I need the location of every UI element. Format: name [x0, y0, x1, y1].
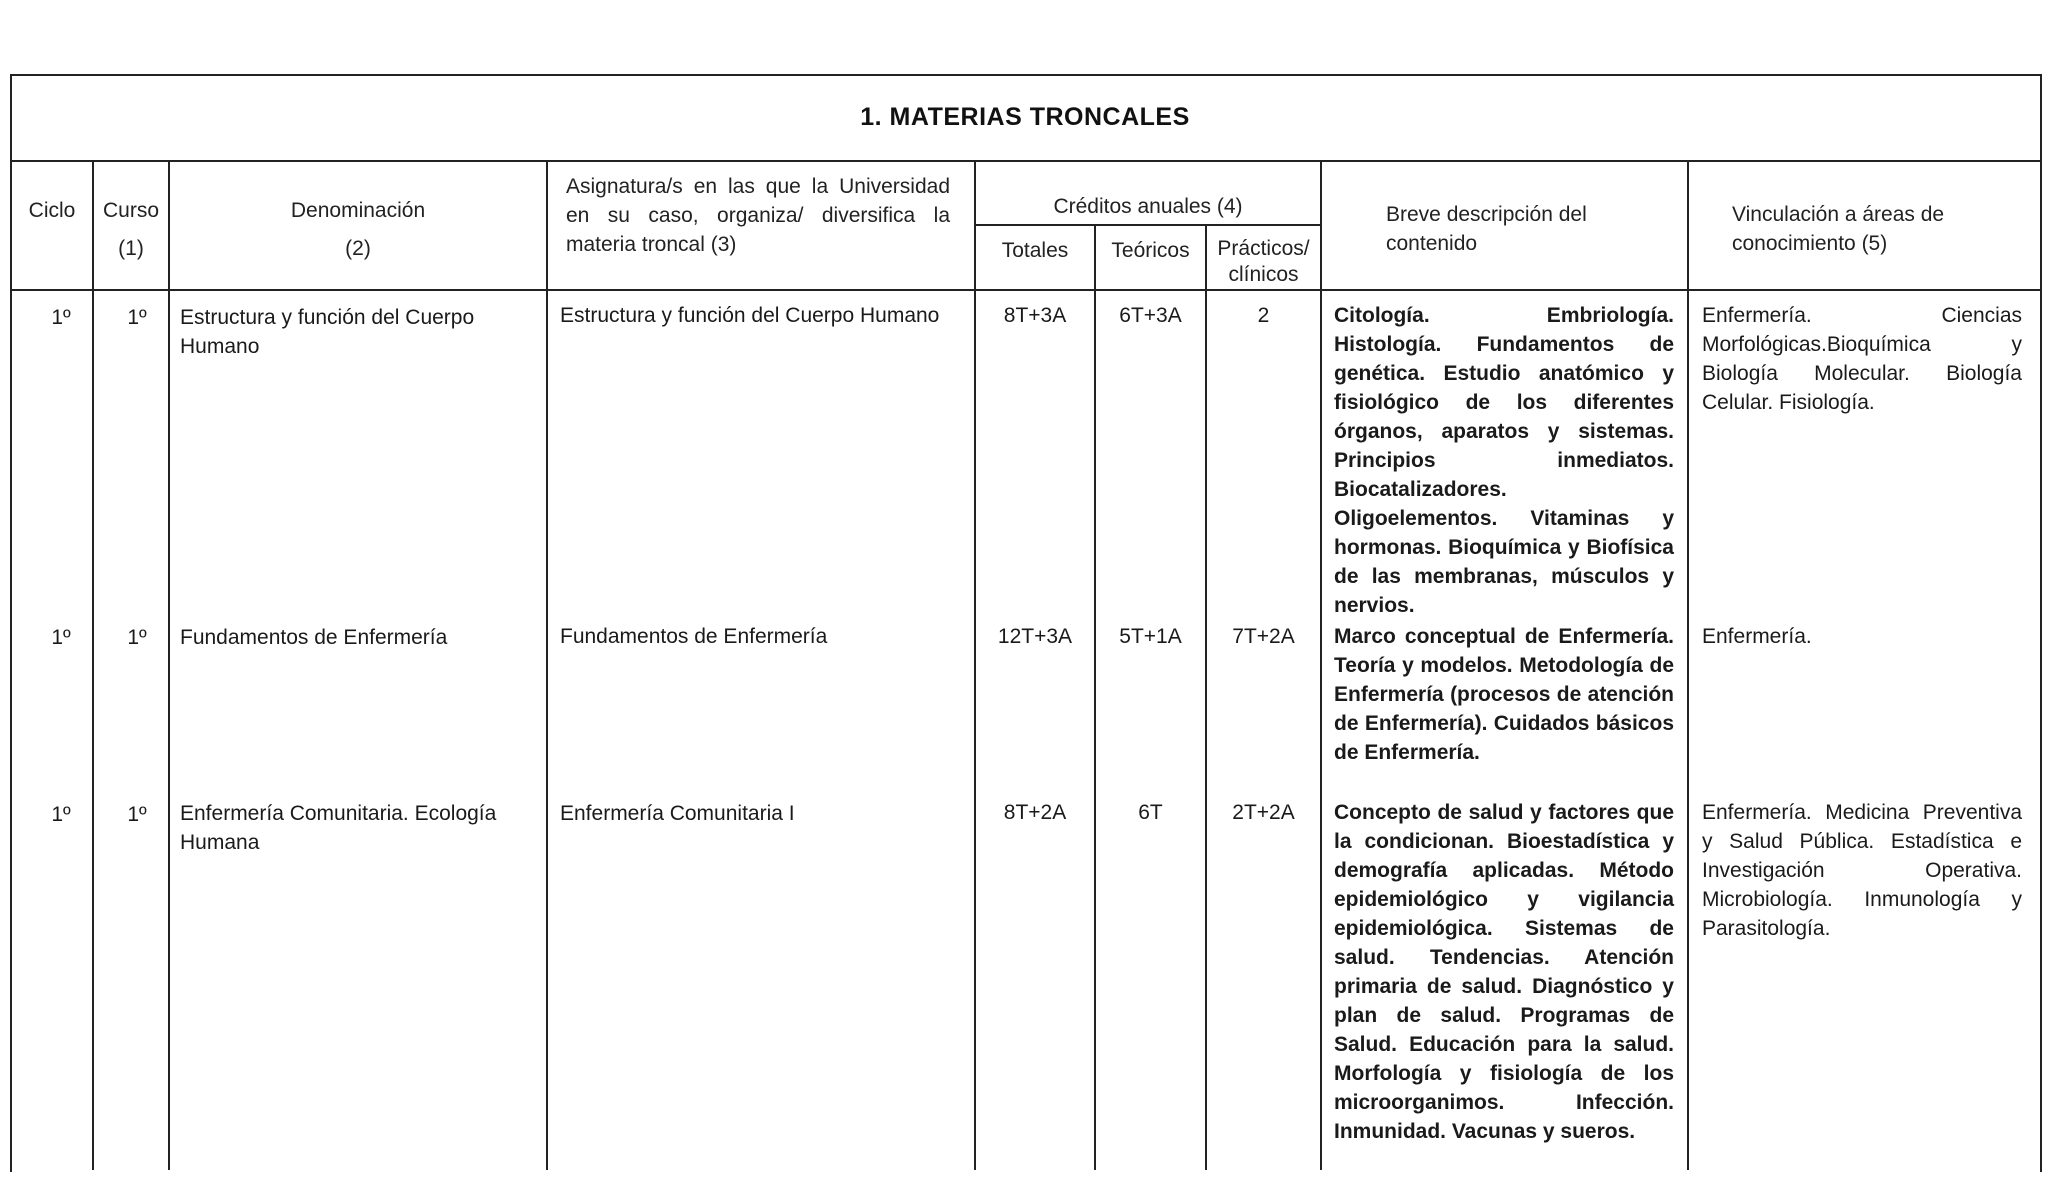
column-divider [1687, 160, 1689, 1170]
row2-totales: 12T+3A [997, 625, 1073, 648]
column-divider [1205, 224, 1207, 1170]
row3-descripcion: Concepto de salud y factores que la condicionan. Bioestadística y demografía aplicadas. Método epidemiológico y vigilancia epidemiológica. Sistemas de salud. Tendencias. Atención primaria de salud. Diagnóstico y plan de salud. Programas de Salud. Educación para la salud. Morfología y fisiología de los microorganimos. Infección. Inmunidad. Vacunas y sueros. [1334, 801, 1674, 1143]
header-creditos: Créditos anuales (4) [1053, 195, 1243, 218]
row3-asignatura: Enfermería Comunitaria I [560, 802, 795, 825]
header-denominacion-note: (2) [345, 237, 371, 260]
row2-ciclo: 1º [51, 626, 71, 649]
row3-totales: 8T+2A [1003, 801, 1067, 824]
header-breve: Breve descripción del contenido [1386, 203, 1587, 255]
credits-subheader-line [974, 224, 1322, 226]
row1-vinculacion: Enfermería. Ciencias Morfológicas.Bioquímica y Biología Molecular. Biología Celular. Fisiología. [1702, 304, 2022, 414]
row2-curso: 1º [127, 626, 147, 649]
header-asignatura: Asignatura/s en las que la Universidad en su caso, organiza/ diversifica la materia troncal (3) [566, 175, 950, 256]
row1-practicos: 2 [1257, 304, 1270, 327]
header-totales: Totales [1001, 239, 1069, 262]
row3-curso: 1º [127, 803, 147, 826]
header-bottom-line [10, 289, 2040, 291]
row2-denominacion: Fundamentos de Enfermería [180, 626, 448, 649]
table-title: 1. MATERIAS TRONCALES [860, 102, 1190, 131]
row1-ciclo: 1º [51, 306, 71, 329]
row2-vinculacion: Enfermería. [1702, 625, 1812, 648]
column-divider [546, 160, 548, 1170]
row1-denominacion: Estructura y función del Cuerpo Humano [180, 306, 475, 358]
row1-teoricos: 6T+3A [1119, 304, 1182, 327]
header-ciclo: Ciclo [28, 199, 76, 222]
row1-curso: 1º [127, 306, 147, 329]
row2-asignatura: Fundamentos de Enfermería [560, 625, 828, 648]
header-teoricos: Teóricos [1111, 239, 1190, 262]
row3-denominacion: Enfermería Comunitaria. Ecología Humana [180, 802, 497, 854]
row3-practicos: 2T+2A [1232, 801, 1295, 824]
row3-teoricos: 6T [1138, 801, 1163, 824]
row2-descripcion: Marco conceptual de Enfermería. Teoría y modelos. Metodología de Enfermería (procesos de atención de Enfermería). Cuidados básicos de Enfermería. [1334, 625, 1674, 764]
header-curso-note: (1) [118, 237, 144, 260]
header-practicos: Prácticos/ clínicos [1217, 237, 1310, 286]
header-denominacion: Denominación [290, 199, 426, 222]
row2-practicos: 7T+2A [1232, 625, 1295, 648]
header-curso: Curso [102, 199, 160, 222]
title-bar [10, 74, 2040, 162]
row3-vinculacion: Enfermería. Medicina Preventiva y Salud Pública. Estadística e Investigación Operativa. Microbiología. Inmunología y Parasitología. [1702, 801, 2022, 940]
column-divider [1320, 160, 1322, 1170]
row3-ciclo: 1º [51, 803, 71, 826]
column-divider [1094, 224, 1096, 1170]
row1-asignatura: Estructura y función del Cuerpo Humano [560, 304, 940, 327]
header-vinculacion: Vinculación a áreas de conocimiento (5) [1732, 203, 1945, 255]
row1-totales: 8T+3A [1003, 304, 1067, 327]
row1-descripcion: Citología. Embriología. Histología. Fundamentos de genética. Estudio anatómico y fisiológico de los diferentes órganos, aparatos y sistemas. Principios inmediatos. Biocatalizadores. Oligoelementos. Vitaminas y hormonas. Bioquímica y Biofísica de las membranas, músculos y nervios. [1334, 304, 1674, 617]
row2-teoricos: 5T+1A [1119, 625, 1182, 648]
